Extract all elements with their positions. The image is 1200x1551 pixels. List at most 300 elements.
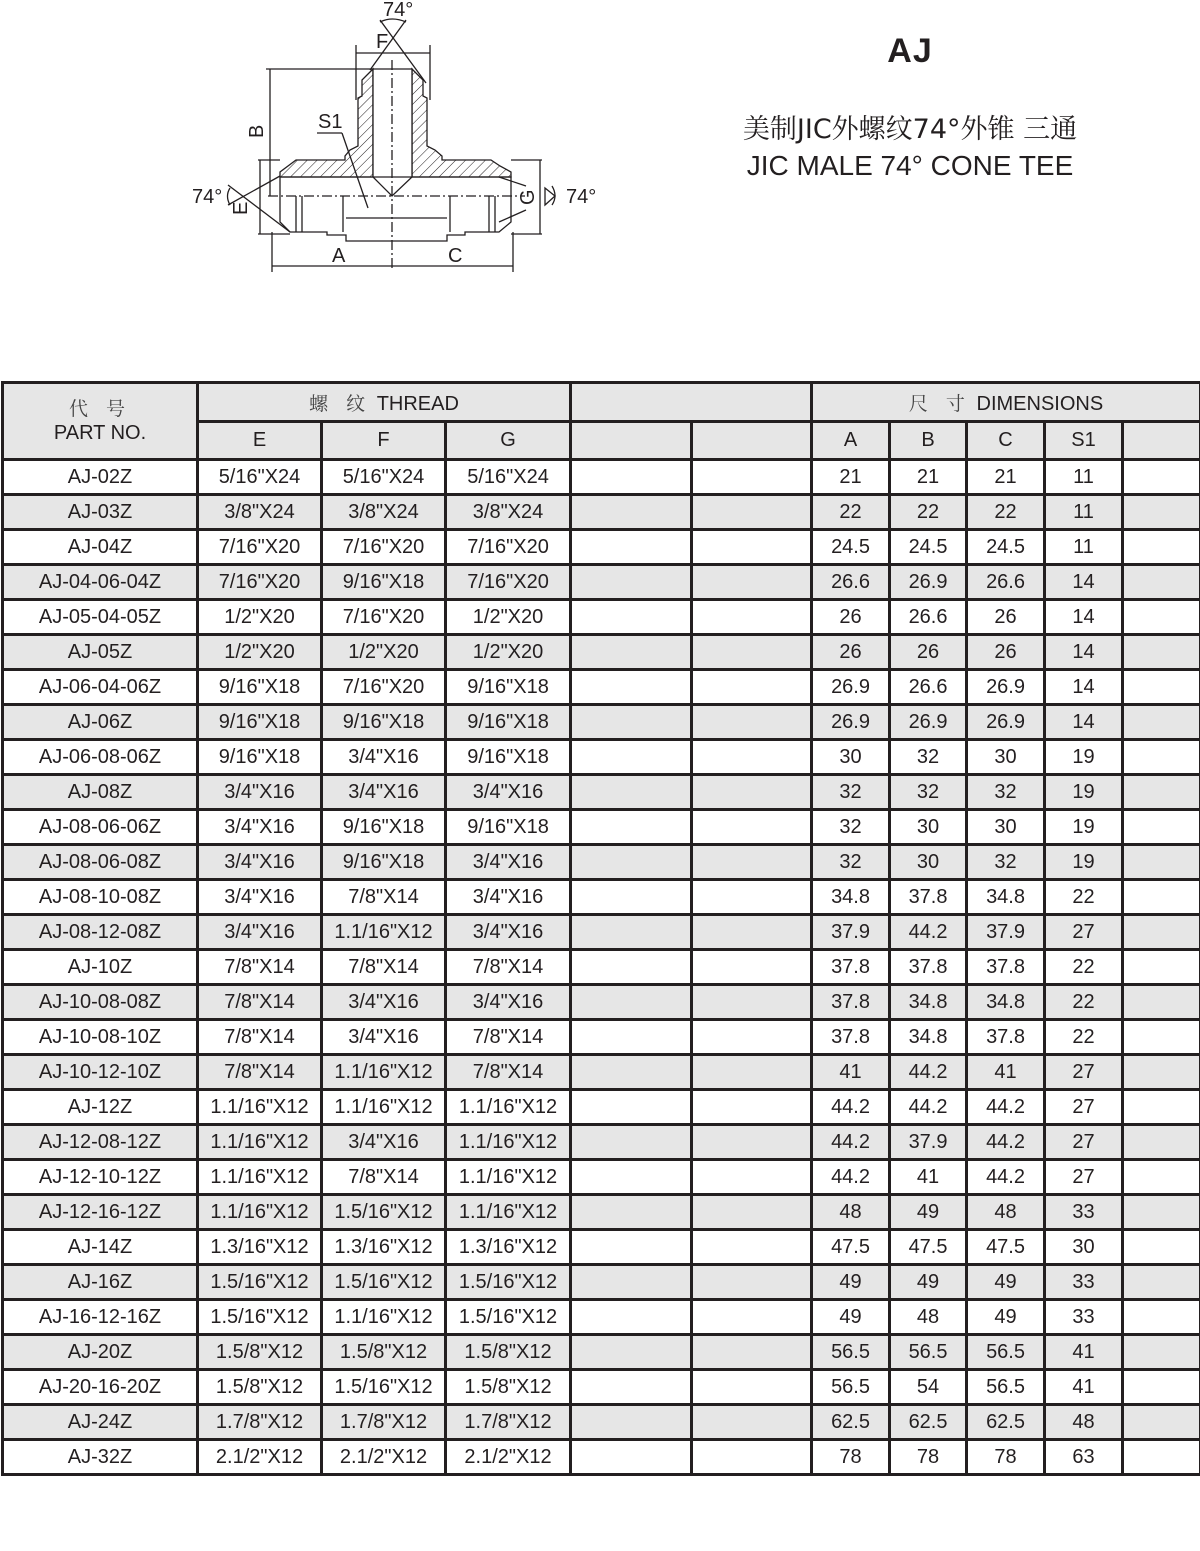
cell-dim-b: 37.8 [890,880,967,915]
cell-empty [571,1405,692,1440]
cell-dim-b: 47.5 [890,1230,967,1265]
cell-empty [571,1265,692,1300]
cell-part-no: AJ-12-16-12Z [3,1195,198,1230]
cell-thread-e: 1.7/8"X12 [198,1405,322,1440]
cell-empty [692,1230,812,1265]
cell-empty [1123,705,1200,740]
cell-thread-g: 9/16"X18 [446,740,571,775]
cell-thread-e: 7/16"X20 [198,530,322,565]
cell-dim-a: 32 [812,810,890,845]
cell-empty [571,845,692,880]
cell-dim-a: 44.2 [812,1090,890,1125]
cell-empty [692,670,812,705]
cell-dim-c: 44.2 [967,1090,1045,1125]
cell-thread-g: 9/16"X18 [446,670,571,705]
cell-dim-c: 37.9 [967,915,1045,950]
cell-empty [571,705,692,740]
cell-part-no: AJ-06-08-06Z [3,740,198,775]
cell-empty [692,1300,812,1335]
cell-dim-b: 26.6 [890,670,967,705]
cell-dim-c: 26.6 [967,565,1045,600]
cell-dim-a: 56.5 [812,1370,890,1405]
cell-part-no: AJ-08-06-06Z [3,810,198,845]
cell-empty [1123,740,1200,775]
cell-empty [692,565,812,600]
cell-thread-g: 3/4"X16 [446,985,571,1020]
angle-top-label: 74° [383,0,414,21]
cell-dim-a: 44.2 [812,1125,890,1160]
cell-part-no: AJ-04Z [3,530,198,565]
cell-dim-a: 47.5 [812,1230,890,1265]
cell-thread-e: 1.1/16"X12 [198,1195,322,1230]
cell-part-no: AJ-12Z [3,1090,198,1125]
cell-dim-s1: 19 [1045,845,1123,880]
cell-dim-a: 41 [812,1055,890,1090]
table-row [3,1440,1200,1475]
header-thread-en: THREAD [376,392,459,415]
cell-thread-g: 3/4"X16 [446,915,571,950]
header-part-cn: 代 号 [68,398,132,420]
cell-thread-e: 7/8"X14 [198,985,322,1020]
cell-dim-a: 22 [812,495,890,530]
cell-empty [692,705,812,740]
cell-thread-f: 1.1/16"X12 [322,915,446,950]
cell-thread-f: 7/8"X14 [322,950,446,985]
cell-empty [571,985,692,1020]
table-row [3,1405,1200,1440]
cell-dim-c: 22 [967,495,1045,530]
cell-empty [1123,1020,1200,1055]
cell-thread-f: 1.5/8"X12 [322,1335,446,1370]
cell-part-no: AJ-24Z [3,1405,198,1440]
cell-thread-g: 9/16"X18 [446,810,571,845]
table-row [3,740,1200,775]
cell-empty [692,1405,812,1440]
cell-thread-f: 7/8"X14 [322,880,446,915]
cell-empty [692,915,812,950]
cell-dim-c: 44.2 [967,1160,1045,1195]
cell-empty [692,1125,812,1160]
cell-thread-g: 9/16"X18 [446,705,571,740]
cell-empty [571,1125,692,1160]
cell-thread-e: 9/16"X18 [198,670,322,705]
cell-dim-a: 21 [812,460,890,495]
cell-dim-a: 26.9 [812,670,890,705]
header-col-empty-2 [692,422,812,460]
cell-empty [571,740,692,775]
product-code: AJ [887,32,933,70]
cell-thread-e: 1/2"X20 [198,600,322,635]
cell-dim-a: 26.6 [812,565,890,600]
cell-thread-e: 1.3/16"X12 [198,1230,322,1265]
header-col-c: C [967,422,1045,460]
cell-part-no: AJ-03Z [3,495,198,530]
cell-empty [1123,1335,1200,1370]
cell-thread-e: 3/4"X16 [198,880,322,915]
cell-dim-c: 34.8 [967,880,1045,915]
table-row [3,1195,1200,1230]
header-col-s1: S1 [1045,422,1123,460]
header-empty [571,383,812,422]
header-col-e: E [198,422,322,460]
spec-table-body [3,460,1200,1475]
header-col-empty-1 [571,422,692,460]
cell-dim-c: 47.5 [967,1230,1045,1265]
cell-thread-f: 1.3/16"X12 [322,1230,446,1265]
cell-thread-e: 7/16"X20 [198,565,322,600]
cell-part-no: AJ-16Z [3,1265,198,1300]
cell-thread-f: 1.7/8"X12 [322,1405,446,1440]
cell-empty [571,635,692,670]
cell-empty [692,740,812,775]
table-row [3,1090,1200,1125]
cell-empty [692,1335,812,1370]
cell-empty [1123,985,1200,1020]
cell-empty [571,460,692,495]
cell-thread-g: 1.5/16"X12 [446,1265,571,1300]
cell-empty [1123,565,1200,600]
cell-dim-a: 56.5 [812,1335,890,1370]
table-row [3,600,1200,635]
cell-dim-b: 26.6 [890,600,967,635]
cell-thread-e: 9/16"X18 [198,705,322,740]
cell-dim-c: 37.8 [967,950,1045,985]
cell-dim-b: 41 [890,1160,967,1195]
cell-dim-b: 26.9 [890,705,967,740]
cell-dim-b: 32 [890,740,967,775]
title-chinese: 美制JIC外螺纹74°外锥 三通 [742,114,1078,145]
cell-dim-s1: 19 [1045,740,1123,775]
table-row [3,1265,1200,1300]
cell-empty [571,1020,692,1055]
a-label: A [332,245,346,267]
cell-part-no: AJ-12-08-12Z [3,1125,198,1160]
s1-label: S1 [318,111,343,133]
cell-thread-g: 2.1/2"X12 [446,1440,571,1475]
cell-thread-e: 1.5/16"X12 [198,1300,322,1335]
cell-empty [1123,1300,1200,1335]
cell-empty [692,1370,812,1405]
cell-thread-g: 3/8"X24 [446,495,571,530]
cell-thread-f: 3/8"X24 [322,495,446,530]
cell-empty [692,460,812,495]
cell-dim-b: 56.5 [890,1335,967,1370]
cell-thread-e: 1.5/8"X12 [198,1370,322,1405]
cell-dim-s1: 63 [1045,1440,1123,1475]
cell-empty [1123,950,1200,985]
cell-thread-e: 1.1/16"X12 [198,1160,322,1195]
cell-part-no: AJ-05Z [3,635,198,670]
cell-empty [571,775,692,810]
header-col-a: A [812,422,890,460]
cell-empty [692,530,812,565]
cell-thread-g: 1.5/8"X12 [446,1370,571,1405]
cell-part-no: AJ-04-06-04Z [3,565,198,600]
header-dimensions [812,383,1200,422]
cell-part-no: AJ-08-12-08Z [3,915,198,950]
cell-thread-g: 1.7/8"X12 [446,1405,571,1440]
cell-dim-b: 37.8 [890,950,967,985]
header-col-empty-3 [1123,422,1200,460]
b-label: B [246,124,268,138]
cell-dim-a: 37.8 [812,985,890,1020]
cell-thread-g: 1.1/16"X12 [446,1195,571,1230]
cell-dim-b: 49 [890,1265,967,1300]
cell-dim-c: 48 [967,1195,1045,1230]
cell-dim-s1: 27 [1045,915,1123,950]
cell-part-no: AJ-10Z [3,950,198,985]
cell-thread-g: 7/16"X20 [446,530,571,565]
cell-dim-s1: 11 [1045,460,1123,495]
header-part-en: PART NO. [53,422,147,444]
cell-empty [692,985,812,1020]
cell-empty [1123,670,1200,705]
cell-thread-g: 1.1/16"X12 [446,1090,571,1125]
cell-dim-a: 48 [812,1195,890,1230]
cell-empty [1123,880,1200,915]
table-row [3,1335,1200,1370]
cell-thread-e: 5/16"X24 [198,460,322,495]
cell-dim-c: 62.5 [967,1405,1045,1440]
cell-thread-e: 3/4"X16 [198,775,322,810]
cell-thread-g: 1.5/16"X12 [446,1300,571,1335]
cell-thread-e: 3/4"X16 [198,810,322,845]
cell-empty [692,1195,812,1230]
cell-dim-s1: 14 [1045,600,1123,635]
cell-dim-b: 34.8 [890,985,967,1020]
cell-thread-f: 1.5/16"X12 [322,1195,446,1230]
cell-thread-e: 1.1/16"X12 [198,1090,322,1125]
cell-dim-a: 30 [812,740,890,775]
cell-dim-c: 56.5 [967,1370,1045,1405]
cell-thread-e: 7/8"X14 [198,1055,322,1090]
cell-thread-g: 3/4"X16 [446,845,571,880]
table-row [3,565,1200,600]
cell-thread-g: 5/16"X24 [446,460,571,495]
cell-dim-s1: 27 [1045,1090,1123,1125]
cell-thread-g: 7/8"X14 [446,1020,571,1055]
cell-dim-b: 21 [890,460,967,495]
cell-empty [571,670,692,705]
title-block [700,20,1120,182]
table-row [3,810,1200,845]
cell-thread-f: 2.1/2"X12 [322,1440,446,1475]
cell-empty [571,810,692,845]
cell-part-no: AJ-14Z [3,1230,198,1265]
cell-thread-f: 1.5/16"X12 [322,1370,446,1405]
cell-dim-c: 30 [967,740,1045,775]
cell-dim-s1: 33 [1045,1300,1123,1335]
cell-empty [692,1265,812,1300]
c-label: C [448,245,463,267]
cell-thread-f: 1.5/16"X12 [322,1265,446,1300]
cell-dim-s1: 41 [1045,1335,1123,1370]
header-thread [198,383,571,422]
cell-empty [1123,600,1200,635]
cell-thread-e: 7/8"X14 [198,1020,322,1055]
cell-dim-c: 32 [967,845,1045,880]
cell-empty [692,1090,812,1125]
cell-part-no: AJ-12-10-12Z [3,1160,198,1195]
table-row [3,530,1200,565]
cell-dim-b: 37.9 [890,1125,967,1160]
cell-dim-a: 34.8 [812,880,890,915]
cell-dim-b: 78 [890,1440,967,1475]
cell-dim-s1: 33 [1045,1265,1123,1300]
cell-part-no: AJ-10-12-10Z [3,1055,198,1090]
cell-dim-c: 26.9 [967,670,1045,705]
cell-dim-a: 44.2 [812,1160,890,1195]
cell-dim-b: 26.9 [890,565,967,600]
cell-dim-s1: 14 [1045,635,1123,670]
cell-dim-c: 34.8 [967,985,1045,1020]
angle-left-label: 74° [192,186,223,208]
cell-thread-f: 3/4"X16 [322,1125,446,1160]
cell-dim-a: 32 [812,845,890,880]
cell-dim-c: 30 [967,810,1045,845]
cell-part-no: AJ-05-04-05Z [3,600,198,635]
cell-empty [692,1020,812,1055]
cell-part-no: AJ-10-08-10Z [3,1020,198,1055]
cell-empty [571,495,692,530]
cell-part-no: AJ-20Z [3,1335,198,1370]
cell-dim-s1: 48 [1045,1405,1123,1440]
cell-empty [571,565,692,600]
cell-dim-b: 30 [890,810,967,845]
table-row [3,460,1200,495]
table-row [3,1055,1200,1090]
cell-empty [1123,530,1200,565]
cell-dim-c: 49 [967,1265,1045,1300]
cell-dim-a: 37.8 [812,1020,890,1055]
cell-dim-s1: 22 [1045,1020,1123,1055]
cell-dim-a: 32 [812,775,890,810]
cell-thread-g: 1.3/16"X12 [446,1230,571,1265]
table-row [3,1230,1200,1265]
table-row [3,1160,1200,1195]
cell-dim-b: 48 [890,1300,967,1335]
cell-thread-e: 3/4"X16 [198,915,322,950]
cell-part-no: AJ-16-12-16Z [3,1300,198,1335]
cell-thread-f: 9/16"X18 [322,705,446,740]
cell-thread-f: 9/16"X18 [322,810,446,845]
cell-empty [571,1300,692,1335]
table-row [3,775,1200,810]
header-col-g: G [446,422,571,460]
cell-empty [1123,1405,1200,1440]
cell-thread-g: 1/2"X20 [446,600,571,635]
table-row [3,985,1200,1020]
cell-thread-e: 9/16"X18 [198,740,322,775]
cell-dim-c: 49 [967,1300,1045,1335]
cell-dim-c: 26.9 [967,705,1045,740]
table-row [3,915,1200,950]
cell-thread-f: 7/16"X20 [322,670,446,705]
cell-thread-e: 1/2"X20 [198,635,322,670]
cell-thread-f: 3/4"X16 [322,1020,446,1055]
cell-thread-f: 1/2"X20 [322,635,446,670]
cell-dim-c: 41 [967,1055,1045,1090]
table-row [3,495,1200,530]
cell-empty [1123,915,1200,950]
cell-dim-s1: 19 [1045,810,1123,845]
cell-thread-f: 5/16"X24 [322,460,446,495]
cell-dim-a: 24.5 [812,530,890,565]
table-row [3,705,1200,740]
cell-dim-s1: 14 [1045,565,1123,600]
cell-dim-s1: 22 [1045,985,1123,1020]
cell-part-no: AJ-06Z [3,705,198,740]
cell-empty [571,600,692,635]
header-col-f: F [322,422,446,460]
cell-thread-f: 9/16"X18 [322,845,446,880]
cell-empty [571,1160,692,1195]
cell-thread-g: 3/4"X16 [446,880,571,915]
top-branch-wall-right [412,69,511,177]
table-row [3,950,1200,985]
cell-dim-s1: 27 [1045,1160,1123,1195]
cell-empty [571,1055,692,1090]
cell-dim-a: 49 [812,1265,890,1300]
cell-thread-f: 1.1/16"X12 [322,1090,446,1125]
cell-thread-f: 7/16"X20 [322,530,446,565]
cell-empty [1123,460,1200,495]
cell-empty [692,1055,812,1090]
cell-empty [1123,1230,1200,1265]
cell-dim-b: 34.8 [890,1020,967,1055]
cell-part-no: AJ-02Z [3,460,198,495]
cell-dim-b: 62.5 [890,1405,967,1440]
cell-dim-a: 26.9 [812,705,890,740]
cell-dim-s1: 11 [1045,530,1123,565]
table-row [3,1370,1200,1405]
cell-thread-e: 1.5/16"X12 [198,1265,322,1300]
cell-dim-c: 24.5 [967,530,1045,565]
cell-empty [1123,1265,1200,1300]
cell-empty [692,495,812,530]
cell-dim-s1: 14 [1045,670,1123,705]
cell-dim-b: 30 [890,845,967,880]
cell-empty [571,530,692,565]
cell-dim-s1: 30 [1045,1230,1123,1265]
cell-part-no: AJ-08-06-08Z [3,845,198,880]
cell-dim-c: 56.5 [967,1335,1045,1370]
angle-right-label: 74° [566,186,597,208]
cell-dim-s1: 41 [1045,1370,1123,1405]
cell-dim-b: 44.2 [890,1090,967,1125]
cell-empty [692,950,812,985]
cell-thread-f: 1.1/16"X12 [322,1055,446,1090]
cell-dim-s1: 33 [1045,1195,1123,1230]
cell-empty [1123,1370,1200,1405]
header-part-no [3,383,198,460]
cell-part-no: AJ-10-08-08Z [3,985,198,1020]
cell-dim-c: 37.8 [967,1020,1045,1055]
cell-dim-c: 78 [967,1440,1045,1475]
cell-thread-f: 1.1/16"X12 [322,1300,446,1335]
cell-thread-g: 7/16"X20 [446,565,571,600]
cell-thread-e: 7/8"X14 [198,950,322,985]
title-english: JIC MALE 74° CONE TEE [746,150,1074,181]
cell-empty [1123,1055,1200,1090]
cell-empty [1123,1440,1200,1475]
header-thread-cn: 螺 纹 [309,392,372,415]
cell-empty [1123,845,1200,880]
cell-empty [571,1335,692,1370]
cell-empty [692,1160,812,1195]
table-row [3,880,1200,915]
cell-thread-g: 3/4"X16 [446,775,571,810]
